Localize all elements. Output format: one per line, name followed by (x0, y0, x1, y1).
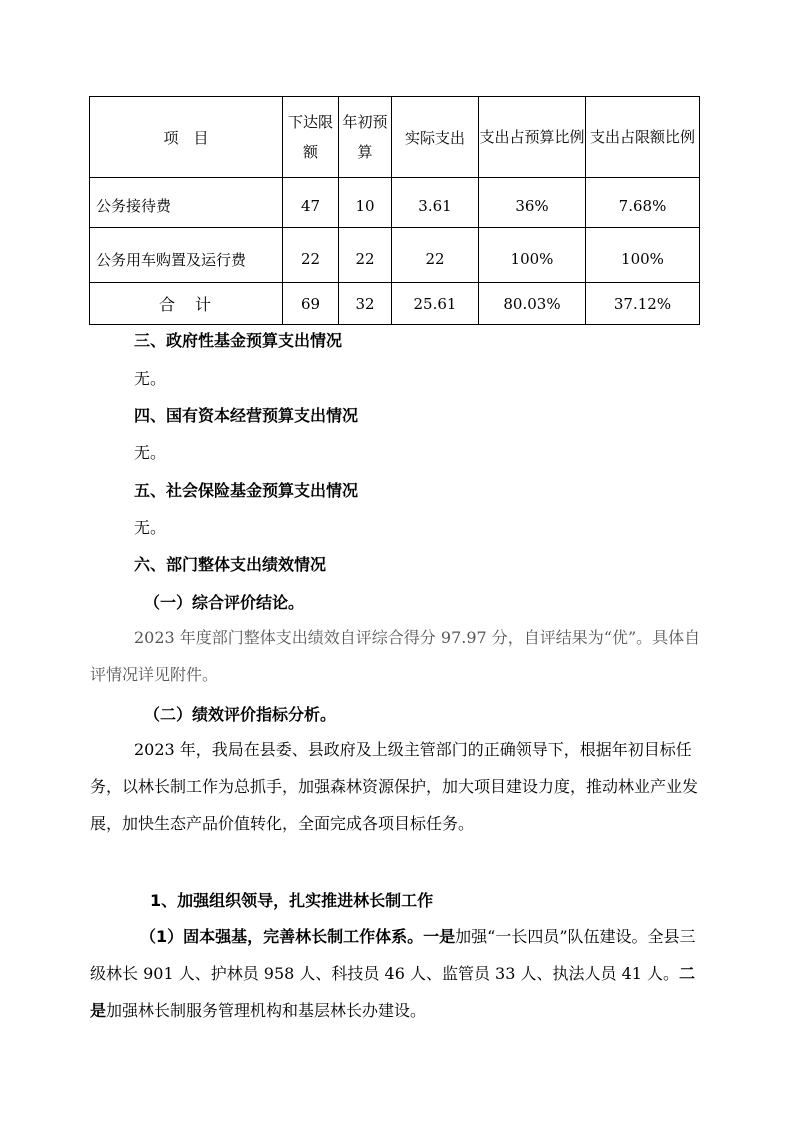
item-1-1-keyword-1: 一是 (423, 927, 456, 946)
item-1-1-keyword-2: 二是 (90, 964, 696, 1020)
cell-limit: 22 (283, 228, 339, 283)
header-item: 项 目 (90, 97, 283, 178)
cell-budget-ratio: 80.03% (479, 283, 586, 325)
table-total-row (90, 283, 700, 325)
section-5-heading: 五、社会保险基金预算支出情况 (134, 481, 359, 500)
item-1-1-block (90, 918, 702, 1029)
item-1-1-lead: （1）固本强基，完善林长制工作体系。 (140, 927, 424, 946)
section-5-body: 无。 (134, 518, 167, 537)
cell-limit: 69 (283, 283, 339, 325)
subsection-2-heading: （二）绩效评价指标分析。 (144, 705, 337, 724)
budget-table (89, 96, 700, 325)
cell-actual: 25.61 (392, 283, 479, 325)
item-1-1-text-1: 加强“一长四员”队伍建设。全县三级林长 901 人、护林员 958 人、科技员 46 人、监管员 33 人、执法人员 41 人。 (90, 927, 696, 983)
cell-budget: 22 (339, 228, 392, 283)
header-initial-budget: 年初预算 (339, 97, 392, 178)
section-3-body: 无。 (134, 369, 167, 388)
header-limit: 下达限额 (283, 97, 339, 178)
section-4-heading: 四、国有资本经营预算支出情况 (134, 406, 359, 425)
header-limit-ratio: 支出占限额比例 (586, 97, 700, 178)
table-header-row (90, 97, 700, 178)
item-1-1-text-2: 加强林长制服务管理机构和基层林长办建设。 (106, 1001, 427, 1020)
subsection-1-body-block (90, 619, 702, 693)
subsection-1-heading: （一）综合评价结论。 (144, 593, 305, 612)
subsection-2-body-block (90, 731, 702, 842)
section-4-body: 无。 (134, 443, 167, 462)
item-1-1-paragraph (90, 918, 702, 1029)
cell-limit-ratio: 7.68% (586, 178, 700, 228)
item-1-heading: 1、加强组织领导，扎实推进林长制工作 (150, 891, 434, 910)
section-6-heading: 六、部门整体支出绩效情况 (134, 555, 327, 574)
cell-name: 公务接待费 (90, 178, 283, 228)
cell-budget-ratio: 100% (479, 228, 586, 283)
cell-budget: 10 (339, 178, 392, 228)
cell-actual: 22 (392, 228, 479, 283)
subsection-1-body: 2023 年度部门整体支出绩效自评综合得分 97.97 分，自评结果为“优”。具体自评情况详见附件。 (90, 628, 701, 684)
cell-limit: 47 (283, 178, 339, 228)
cell-name: 公务用车购置及运行费 (90, 228, 283, 283)
header-actual: 实际支出 (392, 97, 479, 178)
section-3-heading: 三、政府性基金预算支出情况 (134, 331, 343, 350)
cell-actual: 3.61 (392, 178, 479, 228)
cell-budget-ratio: 36% (479, 178, 586, 228)
cell-limit-ratio: 100% (586, 228, 700, 283)
header-budget-ratio: 支出占预算比例 (479, 97, 586, 178)
table-row (90, 228, 700, 283)
cell-total-label: 合 计 (90, 283, 283, 325)
table-row (90, 178, 700, 228)
subsection-2-body: 2023 年，我局在县委、县政府及上级主管部门的正确领导下，根据年初目标任务，以林长制工作为总抓手，加强森林资源保护，加大项目建设力度，推动林业产业发展，加快生态产品价值转化，全面完成各项目标任务。 (90, 740, 699, 833)
cell-budget: 32 (339, 283, 392, 325)
cell-limit-ratio: 37.12% (586, 283, 700, 325)
